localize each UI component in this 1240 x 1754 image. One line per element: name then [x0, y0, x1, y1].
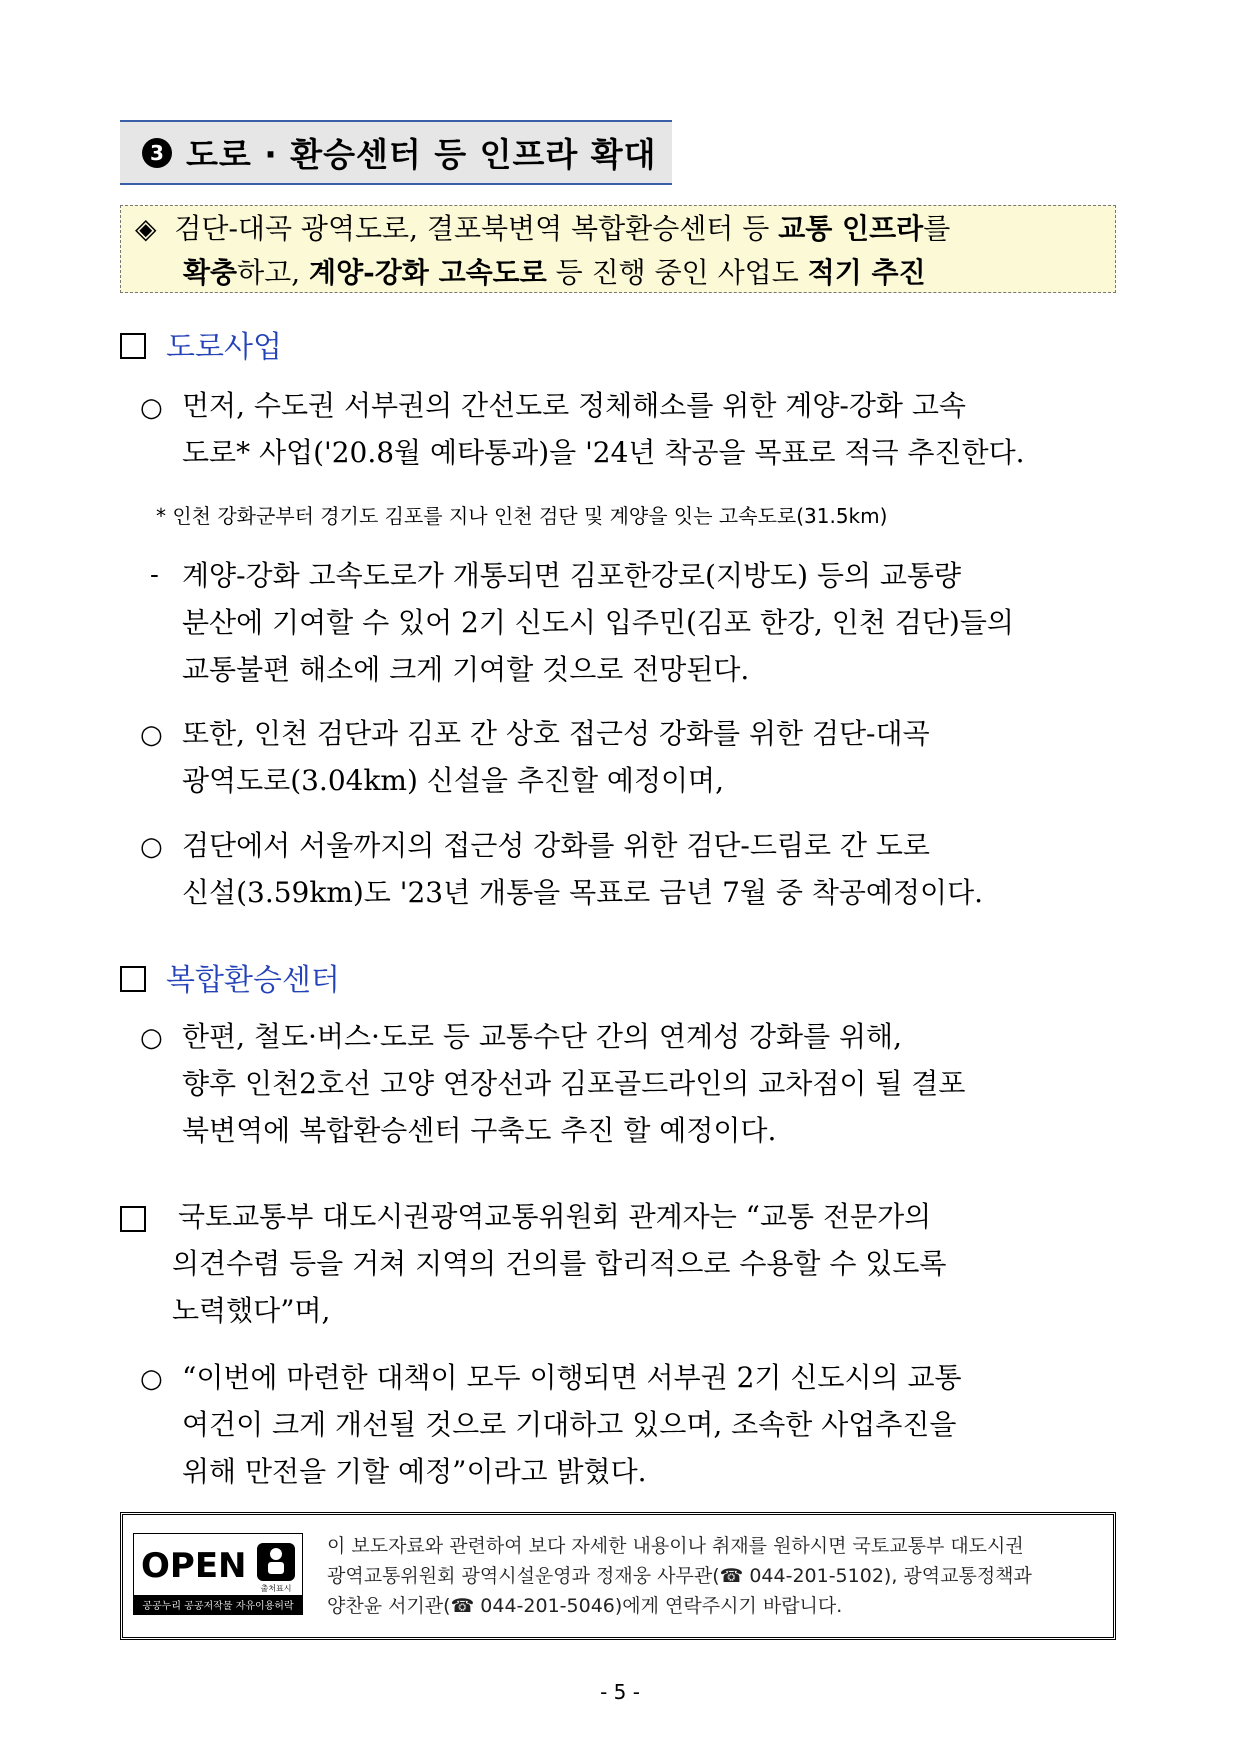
section-title-text: 도로 · 환승센터 등 인프라 확대: [186, 135, 657, 174]
section-number: 3: [142, 138, 172, 168]
summary-text: 검단-대곡 광역도로, 결포북변역 복합환승센터 등: [174, 212, 779, 245]
heading-road-label: 도로사업: [166, 330, 282, 365]
road-dash-line-1: 계양-강화 고속도로가 개통되면 김포한강로(지방도) 등의 교통량: [182, 559, 962, 592]
transfer-bullet-line-1: 한편, 철도·버스·도로 등 교통수단 간의 연계성 강화를 위해,: [182, 1020, 903, 1053]
closing-bullet-line-2: 여건이 크게 개선될 것으로 기대하고 있으며, 조속한 사업추진을: [182, 1408, 957, 1441]
closing-line-3: 노력했다”며,: [172, 1294, 331, 1327]
summary-line-1: [135, 206, 950, 252]
closing-bullet-line-1: “이번에 마련한 대책이 모두 이행되면 서부권 2기 신도시의 교통: [182, 1361, 962, 1394]
contact-text: [327, 1531, 1032, 1621]
contact-line-2: 광역교통위원회 광역시설운영과 정재웅 사무관(☎ 044-201-5102), 광역교통정책과: [327, 1565, 1032, 1587]
summary-text: 등 진행 중인 사업도: [546, 256, 808, 289]
road-bullet-3-line-2: 신설(3.59km)도 '23년 개통을 목표로 금년 7월 중 착공예정이다.: [182, 876, 984, 909]
road-dash-line-2: 분산에 기여할 수 있어 2기 신도시 입주민(김포 한강, 인천 검단)들의: [182, 606, 1014, 639]
summary-line-2: [183, 250, 926, 296]
section-title: [120, 120, 672, 185]
checkbox-square-icon: [120, 1203, 166, 1238]
svg-text:출처표시: 출처표시: [260, 1584, 292, 1593]
transfer-bullet-line-3: 북변역에 복합환승센터 구축도 추진 할 예정이다.: [182, 1114, 777, 1147]
bullet-circle-icon: ○: [140, 393, 163, 423]
closing-bullet-line-3: 위해 만전을 기할 예정”이라고 밝혔다.: [182, 1455, 647, 1488]
kogl-open-logo: [133, 1533, 303, 1615]
road-bullet-2-line-1: 또한, 인천 검단과 김포 간 상호 접근성 강화를 위한 검단-대곡: [182, 717, 930, 750]
summary-emph: 계양-강화 고속도로: [309, 256, 547, 289]
page-number: - 5 -: [600, 1680, 640, 1704]
footnote: * 인천 강화군부터 경기도 김포를 지나 인천 검단 및 계양을 잇는 고속도로(31.5km): [156, 504, 888, 528]
closing-line-2: 의견수렴 등을 거쳐 지역의 건의를 합리적으로 수용할 수 있도록: [172, 1247, 947, 1280]
summary-emph: 적기 추진: [807, 256, 926, 289]
bullet-circle-icon: ○: [140, 832, 163, 862]
contact-line-3: 양찬윤 서기관(☎ 044-201-5046)에게 연락주시기 바랍니다.: [327, 1595, 843, 1617]
bullet-circle-icon: ○: [140, 1023, 163, 1053]
bullet-circle-icon: ○: [140, 720, 163, 750]
contact-line-1: 이 보도자료와 관련하여 보다 자세한 내용이나 취재를 원하시면 국토교통부 대도시권: [327, 1535, 1024, 1557]
bullet-circle-icon: ○: [140, 1364, 163, 1394]
road-bullet-3-line-1: 검단에서 서울까지의 접근성 강화를 위한 검단-드림로 간 도로: [182, 829, 930, 862]
road-bullet-2-line-2: 광역도로(3.04km) 신설을 추진할 예정이며,: [182, 764, 724, 797]
heading-transfer-label: 복합환승센터: [166, 963, 340, 998]
closing-line-1: 국토교통부 대도시권광역교통위원회 관계자는 “교통 전문가의: [178, 1200, 932, 1233]
svg-text:OPEN: OPEN: [141, 1546, 247, 1586]
heading-transfer-center: [120, 955, 340, 999]
summary-marker: ◈: [135, 212, 157, 245]
heading-road: [120, 322, 282, 366]
checkbox-square-icon: [120, 966, 146, 992]
road-dash-line-3: 교통불편 해소에 크게 기여할 것으로 전망된다.: [182, 653, 750, 686]
road-bullet-1-line-1: 먼저, 수도권 서부권의 간선도로 정체해소를 위한 계양-강화 고속: [182, 389, 966, 422]
summary-emph: 교통 인프라: [778, 212, 924, 245]
summary-emph: 확충: [183, 256, 238, 289]
summary-text: 하고,: [237, 256, 310, 289]
contact-box: [120, 1512, 1116, 1640]
summary-text: 를: [923, 212, 951, 245]
checkbox-square-icon: [120, 333, 146, 359]
dash-bullet: -: [150, 560, 159, 590]
road-bullet-1-line-2: 도로* 사업('20.8월 예타통과)을 '24년 착공을 목표로 적극 추진한다.: [182, 436, 1025, 469]
svg-text:공공누리 공공저작물 자유이용허락: 공공누리 공공저작물 자유이용허락: [142, 1601, 294, 1612]
transfer-bullet-line-2: 향후 인천2호선 고양 연장선과 김포골드라인의 교차점이 될 결포: [182, 1067, 966, 1100]
summary-box: [120, 205, 1116, 293]
